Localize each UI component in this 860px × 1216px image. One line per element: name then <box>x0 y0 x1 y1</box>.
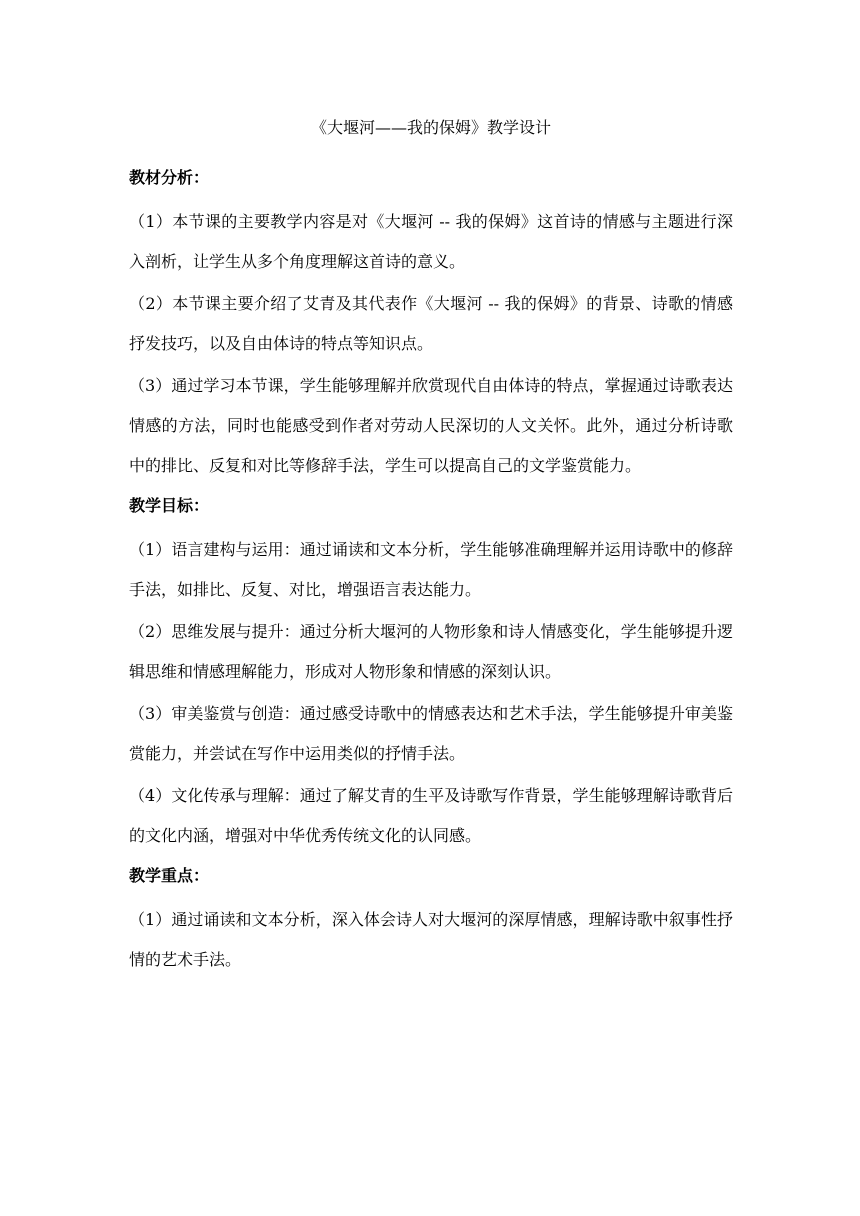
section-heading: 教学重点： <box>129 866 210 885</box>
paragraph: （1）语言建构与运用：通过诵读和文本分析，学生能够准确理解并运用诗歌中的修辞手法，如排比、反复、对比，增强语言表达能力。 <box>129 540 733 599</box>
paragraph: （1）本节课的主要教学内容是对《大堰河 -- 我的保姆》这首诗的情感与主题进行深入剖析，让学生从多个角度理解这首诗的意义。 <box>129 212 733 271</box>
section-teaching-focus <box>129 860 733 980</box>
paragraph: （3）通过学习本节课，学生能够理解并欣赏现代自由体诗的特点，掌握通过诗歌表达情感的方法，同时也能感受到作者对劳动人民深切的人文关怀。此外，通过分析诗歌中的排比、反复和对比等修辞手法，学生可以提高自己的文学鉴赏能力。 <box>129 376 733 475</box>
paragraph: （2）本节课主要介绍了艾青及其代表作《大堰河 -- 我的保姆》的背景、诗歌的情感抒发技巧，以及自由体诗的特点等知识点。 <box>129 294 733 353</box>
paragraph: （2）思维发展与提升：通过分析大堰河的人物形象和诗人情感变化，学生能够提升逻辑思维和情感理解能力，形成对人物形象和情感的深刻认识。 <box>129 622 733 681</box>
section-heading: 教学目标： <box>129 496 210 515</box>
section-material-analysis <box>129 162 733 486</box>
section-teaching-objectives <box>129 490 733 856</box>
paragraph: （4）文化传承与理解：通过了解艾青的生平及诗歌写作背景，学生能够理解诗歌背后的文化内涵，增强对中华优秀传统文化的认同感。 <box>129 786 733 845</box>
document-title: 《大堰河——我的保姆》教学设计 <box>310 118 551 137</box>
paragraph: （1）通过诵读和文本分析，深入体会诗人对大堰河的深厚情感，理解诗歌中叙事性抒情的艺术手法。 <box>129 910 733 969</box>
section-heading: 教材分析： <box>129 168 210 187</box>
paragraph: （3）审美鉴赏与创造：通过感受诗歌中的情感表达和艺术手法，学生能够提升审美鉴赏能力，并尝试在写作中运用类似的抒情手法。 <box>129 704 733 763</box>
document-body <box>129 112 733 984</box>
